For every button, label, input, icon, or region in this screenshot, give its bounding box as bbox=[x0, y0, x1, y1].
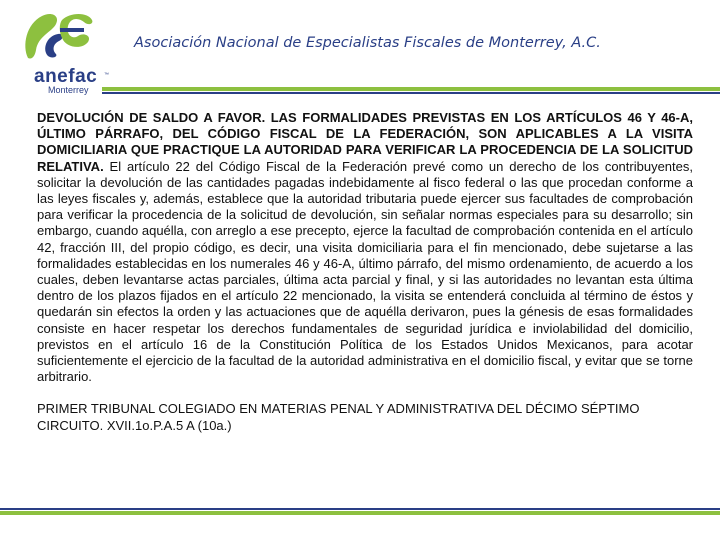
logo-wordmark: anefac bbox=[34, 66, 98, 87]
document-body bbox=[37, 110, 693, 434]
trademark-icon: ™ bbox=[104, 72, 109, 78]
thesis-paragraph bbox=[37, 110, 693, 385]
page-title: Asociación Nacional de Especialistas Fiscales de Monterrey, A.C. bbox=[134, 35, 601, 51]
logo-city: Monterrey bbox=[48, 86, 89, 95]
footer-divider-blue bbox=[0, 508, 720, 510]
thesis-citation: PRIMER TRIBUNAL COLEGIADO EN MATERIAS PENAL Y ADMINISTRATIVA DEL DÉCIMO SÉPTIMO CIRCUITO. XVII.1o.P.A.5 A (10a.) bbox=[37, 401, 640, 433]
anefac-logo bbox=[12, 6, 109, 95]
logo-mark-icon bbox=[12, 6, 102, 66]
header-divider-blue bbox=[102, 92, 720, 94]
header-divider-green bbox=[102, 87, 720, 91]
thesis-heading: DEVOLUCIÓN DE SALDO A FAVOR. LAS FORMALIDADES PREVISTAS EN LOS ARTÍCULOS 46 Y 46-A, ÚLTIMO PÁRRAFO, DEL CÓDIGO FISCAL DE LA FEDERACIÓN, SON APLICABLES A LA VISITA DOMICILIARIA QUE PRACTIQUE LA AUTORIDAD PARA VERIFICAR LA PROCEDENCIA DE LA SOLICITUD RELATIVA. bbox=[37, 110, 693, 174]
footer-divider-green bbox=[0, 511, 720, 515]
thesis-body: El artículo 22 del Código Fiscal de la Federación prevé como un derecho de los contribuyentes, solicitar la devolución de las cantidades pagadas indebidamente al fisco federal o las que procedan conforme a las leyes fiscales y, además, establece que la autoridad tributaria puede ejercer sus facultades de comprobación para verificar la procedencia de la solicitud de devolución, sin señalar normas especiales para su desarrollo; sin embargo, cuando aquélla, con arreglo a ese precepto, ejerce la facultad de comprobación contenida en el artículo 42, fracción III, del propio código, es decir, una visita domiciliaria para el fin mencionado, debe sujetarse a las formalidades establecidas en los numerales 46 y 46-A, último párrafo, del mismo ordenamiento, de acuerdo a los cuales, deben levantarse actas parciales, última acta parcial y final, y si las autoridades no levantan esta última dentro de los plazos fijados en el artículo 22 mencionado, la visita se entenderá concluida al término de éstos y quedarán sin efectos la orden y las actuaciones que de aquélla derivaron, pues la génesis de esas formalidades consiste en hacer respetar los derechos fundamentales de seguridad jurídica e inviolabilidad del domicilio, previstos en el artículo 16 de la Constitución Política de los Estados Unidos Mexicanos, para acotar suficientemente el ejercicio de la facultad de la autoridad administrativa en el domicilio fiscal, y evitar que se torne arbitrario. bbox=[37, 158, 693, 385]
